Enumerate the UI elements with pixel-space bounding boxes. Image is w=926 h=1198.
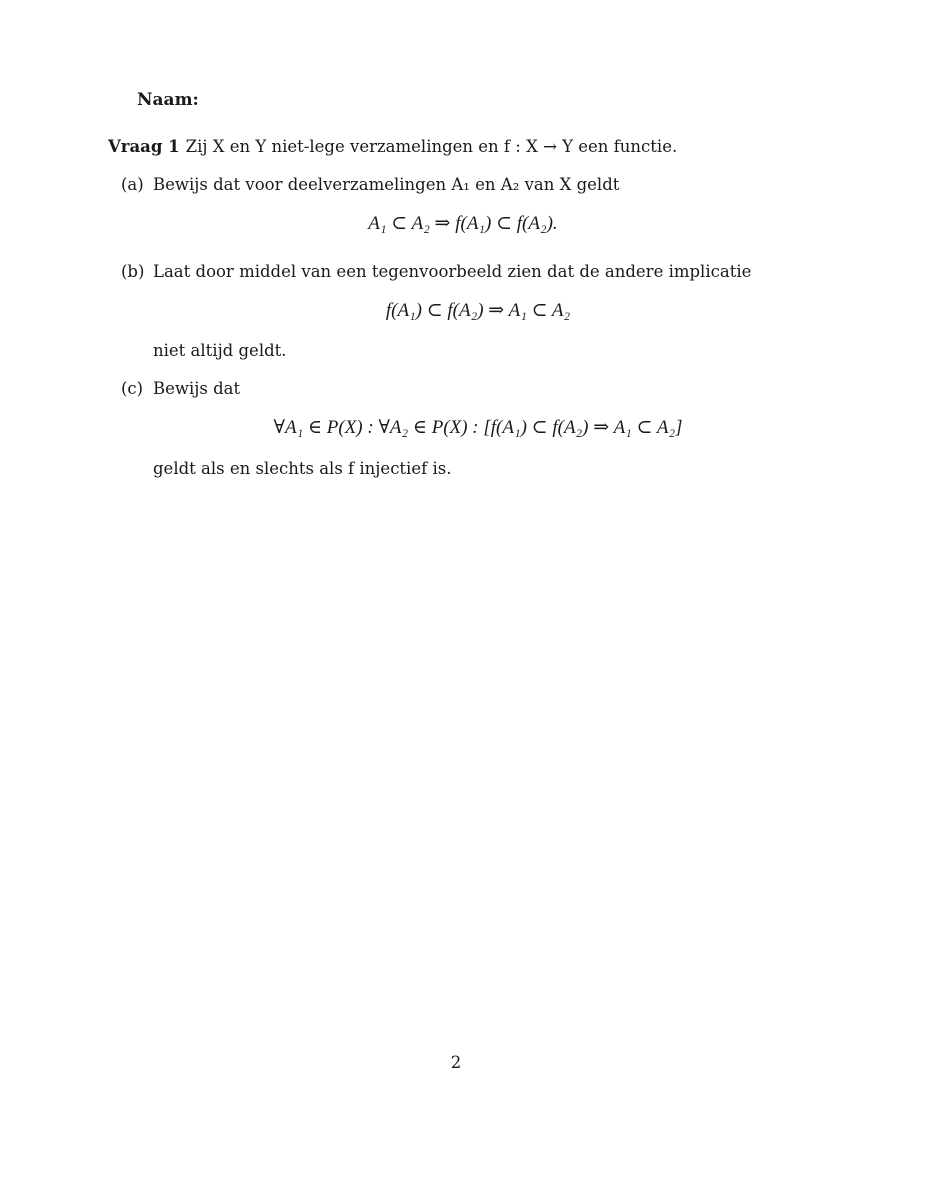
part-a-text: Bewijs dat voor deelverzamelingen A₁ en A₂ van X geldt [153,175,620,194]
part-c-label: (c) [121,379,144,398]
part-c-text: Bewijs dat [153,379,241,398]
part-b-formula: f(A₁) ⊂ f(A₂) ⇒ A₁ ⊂ A₂ [385,300,571,321]
part-b-label: (b) [121,262,145,281]
part-a-formula: A₁ ⊂ A₂ ⇒ f(A₁) ⊂ f(A₂). [368,213,558,234]
question-intro: Zij X en Y niet-lege verzamelingen en f : X → Y een functie. [185,137,678,156]
name-label: Naam: [137,90,199,110]
part-c-continuation: geldt als en slechts als f injectief is. [153,459,452,478]
part-b-continuation: niet altijd geldt. [153,341,287,360]
part-c-formula: ∀A₁ ∈ P(X) : ∀A₂ ∈ P(X) : [f(A₁) ⊂ f(A₂) ⇒ A₁ ⊂ A₂] [273,417,683,438]
question-intro-line [108,137,677,157]
question-label: Vraag 1 [108,137,180,156]
page-number: 2 [450,1053,462,1072]
part-a-label: (a) [121,175,144,194]
part-b-text: Laat door middel van een tegenvoorbeeld zien dat de andere implicatie [153,262,752,281]
